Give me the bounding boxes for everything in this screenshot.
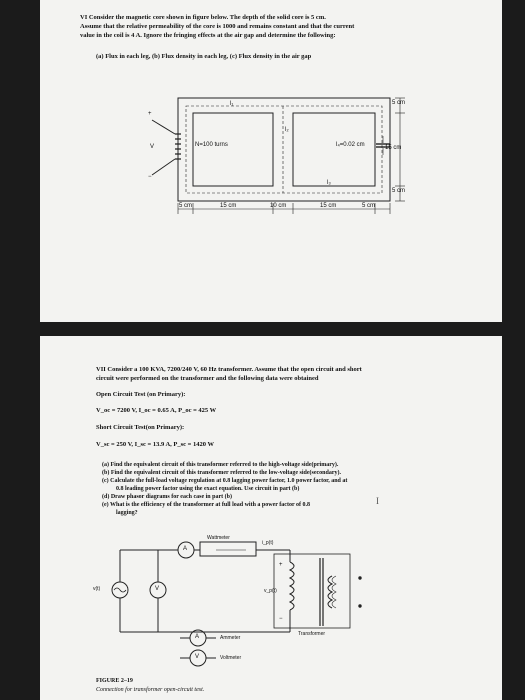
turns-label: N=100 turns bbox=[195, 142, 228, 148]
problem6-heading-line2: Assume that the relative permeability of the core is 1000 and remains constant and that the current bbox=[80, 23, 355, 30]
path-label-l3: l₃ bbox=[327, 180, 331, 186]
sc-test-data: V_sc = 250 V, I_sc = 13.9 A, P_sc = 1420 W bbox=[96, 441, 215, 448]
ammeter-symbol: A bbox=[183, 546, 188, 552]
question-d: (d) Draw phasor diagrams for each case in part (b) bbox=[102, 494, 232, 500]
question-a: (a) Find the equivalent circuit of this transformer referred to the high-voltage side(primary). bbox=[102, 462, 339, 468]
legend-ammeter-label: Ammeter bbox=[220, 635, 241, 641]
magnetic-core-figure bbox=[40, 0, 502, 322]
dim-bottom-5: 5 cm bbox=[362, 203, 376, 209]
air-gap-label: l₄=0.02 cm bbox=[336, 142, 365, 148]
dim-bottom-2: 15 cm bbox=[220, 203, 237, 209]
problem6-parts: (a) Flux in each leg, (b) Flux density in each leg, (c) Flux density in the air gap bbox=[96, 53, 312, 60]
dim-right-top: 5 cm bbox=[392, 100, 406, 106]
current-label: i_p(t) bbox=[262, 540, 274, 546]
primary-voltage-label: v_p(t) bbox=[264, 588, 277, 594]
problem6-heading-line3: value in the coil is 4 A. Ignore the fringing effects at the air gap and determine the following: bbox=[80, 32, 336, 39]
document-page-2 bbox=[40, 336, 502, 700]
legend-voltmeter-symbol: V bbox=[195, 654, 200, 660]
problem7-heading-line2: circuit were performed on the transformer and the following data were obtained bbox=[96, 375, 319, 382]
oc-test-title: Open Circuit Test (on Primary): bbox=[96, 391, 186, 398]
voltage-label: V bbox=[150, 144, 155, 150]
primary-minus: − bbox=[279, 616, 283, 622]
path-label-l1: l₁ bbox=[230, 101, 234, 107]
problem6-heading-line1: VI Consider the magnetic core shown in figure below. The depth of the solid core is 5 cm. bbox=[80, 14, 326, 21]
oc-test-data: V_oc = 7200 V, I_oc = 0.65 A, P_oc = 425 W bbox=[96, 407, 217, 414]
legend-ammeter-symbol: A bbox=[195, 634, 200, 640]
text-cursor-icon: I bbox=[376, 496, 379, 506]
question-e-line2: lagging? bbox=[116, 510, 138, 516]
question-c-line1: (c) Calculate the full-load voltage regulation at 0.8 lagging power factor, 1.0 power factor, and at bbox=[102, 478, 348, 484]
question-b: (b) Find the equivalent circuit of this transformer referred to the low-voltage side(secondary). bbox=[102, 470, 342, 476]
question-e-line1: (e) What is the efficiency of the transformer at full load with a power factor of 0.8 bbox=[102, 502, 311, 508]
voltage-minus: − bbox=[148, 174, 152, 180]
document-page-1 bbox=[40, 0, 502, 322]
transformer-label: Transformer bbox=[298, 631, 326, 637]
open-circuit-test-circuit bbox=[40, 336, 502, 700]
legend-voltmeter-label: Voltmeter bbox=[220, 655, 242, 661]
problem7-heading-line1: VII Consider a 100 KVA, 7200/240 V, 60 Hz transformer. Assume that the open circuit and short bbox=[96, 366, 362, 373]
wattmeter-label: Wattmeter bbox=[207, 535, 230, 541]
path-label-l2: l₂ bbox=[285, 127, 289, 133]
figure-caption: FIGURE 2–19 bbox=[96, 678, 133, 684]
figure-subcaption: Connection for transformer open-circuit test. bbox=[96, 687, 205, 693]
dim-right-bot: 5 cm bbox=[392, 188, 406, 194]
source-label: v(t) bbox=[93, 586, 101, 592]
dim-bottom-4: 15 cm bbox=[320, 203, 337, 209]
dim-right-mid: 15 cm bbox=[385, 145, 402, 151]
dim-bottom-3: 10 cm bbox=[270, 203, 287, 209]
voltmeter-symbol: V bbox=[155, 586, 160, 592]
primary-plus: + bbox=[279, 562, 283, 568]
question-c-line2: 0.8 leading power factor using the exact equation. Use circuit in part (b) bbox=[116, 486, 300, 492]
dim-bottom-1: 5 cm bbox=[179, 203, 193, 209]
sc-test-title: Short Circuit Test(on Primary): bbox=[96, 424, 185, 431]
voltage-plus: + bbox=[148, 111, 152, 117]
